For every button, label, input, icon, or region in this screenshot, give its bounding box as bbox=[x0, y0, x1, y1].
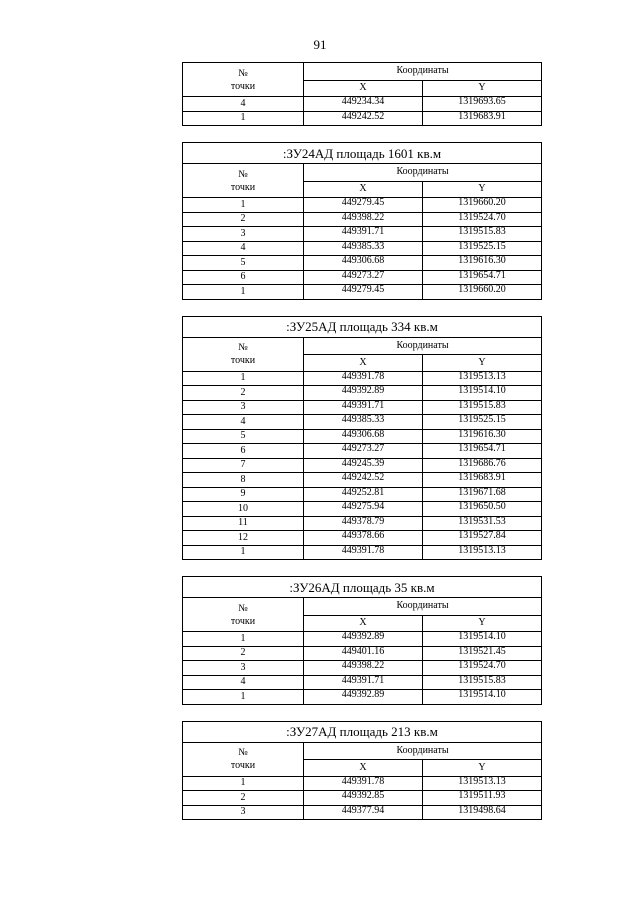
table-row bbox=[183, 632, 542, 647]
table-title-row bbox=[183, 577, 542, 598]
point-number-cell: 4 bbox=[183, 241, 304, 256]
table-row bbox=[183, 371, 542, 386]
table-row bbox=[183, 285, 542, 300]
table-title: :ЗУ26АД площадь 35 кв.м bbox=[183, 577, 542, 598]
y-coordinate-cell: 1319513.13 bbox=[423, 545, 542, 560]
x-coordinate-cell: 449391.71 bbox=[304, 227, 423, 242]
point-number-header bbox=[183, 337, 304, 371]
point-number-header bbox=[183, 742, 304, 776]
point-number-cell: 3 bbox=[183, 805, 304, 820]
x-coordinate-cell: 449398.22 bbox=[304, 661, 423, 676]
y-coordinate-cell: 1319686.76 bbox=[423, 458, 542, 473]
point-number-label: точки bbox=[230, 760, 256, 771]
y-coordinate-cell: 1319514.10 bbox=[423, 386, 542, 401]
coordinates-table bbox=[182, 721, 542, 821]
table-title-row bbox=[183, 143, 542, 164]
table-row bbox=[183, 429, 542, 444]
table-row bbox=[183, 270, 542, 285]
y-coordinate-cell: 1319525.15 bbox=[423, 415, 542, 430]
point-number-cell: 1 bbox=[183, 690, 304, 705]
table-title-row bbox=[183, 721, 542, 742]
y-coordinate-cell: 1319514.10 bbox=[423, 690, 542, 705]
point-number-cell: 1 bbox=[183, 776, 304, 791]
x-coordinate-cell: 449392.89 bbox=[304, 632, 423, 647]
coordinates-header: Координаты bbox=[304, 337, 542, 355]
table-row bbox=[183, 97, 542, 112]
table-title: :ЗУ25АД площадь 334 кв.м bbox=[183, 316, 542, 337]
point-number-symbol: № bbox=[238, 168, 248, 180]
table-row bbox=[183, 198, 542, 213]
point-number-cell: 1 bbox=[183, 285, 304, 300]
table-row bbox=[183, 502, 542, 517]
point-number-cell: 1 bbox=[183, 198, 304, 213]
x-coordinate-cell: 449242.52 bbox=[304, 111, 423, 126]
coordinates-header: Координаты bbox=[304, 164, 542, 182]
point-number-cell: 11 bbox=[183, 516, 304, 531]
x-coordinate-cell: 449252.81 bbox=[304, 487, 423, 502]
table-row bbox=[183, 690, 542, 705]
x-coordinate-cell: 449279.45 bbox=[304, 198, 423, 213]
y-coordinate-cell: 1319513.13 bbox=[423, 776, 542, 791]
header-row bbox=[183, 742, 542, 760]
x-coordinate-cell: 449306.68 bbox=[304, 256, 423, 271]
table-row bbox=[183, 661, 542, 676]
coordinates-table bbox=[182, 316, 542, 561]
x-coordinate-cell: 449245.39 bbox=[304, 458, 423, 473]
y-coordinate-cell: 1319515.83 bbox=[423, 400, 542, 415]
coordinates-table bbox=[182, 576, 542, 705]
point-number-cell: 8 bbox=[183, 473, 304, 488]
point-number-cell: 2 bbox=[183, 646, 304, 661]
table-row bbox=[183, 241, 542, 256]
y-coordinate-cell: 1319513.13 bbox=[423, 371, 542, 386]
y-coordinate-cell: 1319531.53 bbox=[423, 516, 542, 531]
x-coordinate-cell: 449377.94 bbox=[304, 805, 423, 820]
x-header: X bbox=[304, 181, 423, 197]
table-row bbox=[183, 386, 542, 401]
y-coordinate-cell: 1319616.30 bbox=[423, 429, 542, 444]
table-row bbox=[183, 473, 542, 488]
header-row bbox=[183, 337, 542, 355]
x-coordinate-cell: 449378.66 bbox=[304, 531, 423, 546]
y-coordinate-cell: 1319671.68 bbox=[423, 487, 542, 502]
x-coordinate-cell: 449275.94 bbox=[304, 502, 423, 517]
y-coordinate-cell: 1319525.15 bbox=[423, 241, 542, 256]
y-coordinate-cell: 1319514.10 bbox=[423, 632, 542, 647]
point-number-cell: 2 bbox=[183, 791, 304, 806]
table-row bbox=[183, 805, 542, 820]
point-number-label: точки bbox=[230, 80, 256, 92]
x-coordinate-cell: 449234.34 bbox=[304, 97, 423, 112]
x-coordinate-cell: 449391.71 bbox=[304, 400, 423, 415]
y-header: Y bbox=[423, 181, 542, 197]
point-number-cell: 3 bbox=[183, 227, 304, 242]
y-coordinate-cell: 1319498.64 bbox=[423, 805, 542, 820]
point-number-cell: 3 bbox=[183, 661, 304, 676]
y-coordinate-cell: 1319515.83 bbox=[423, 675, 542, 690]
point-number-header bbox=[183, 164, 304, 198]
point-number-symbol: № bbox=[238, 342, 248, 353]
point-number-cell: 5 bbox=[183, 429, 304, 444]
y-coordinate-cell: 1319650.50 bbox=[423, 502, 542, 517]
x-coordinate-cell: 449385.33 bbox=[304, 241, 423, 256]
point-number-symbol: № bbox=[238, 747, 248, 758]
x-header: X bbox=[304, 615, 423, 631]
table-title: :ЗУ24АД площадь 1601 кв.м bbox=[183, 143, 542, 164]
table-row bbox=[183, 791, 542, 806]
coordinates-header: Координаты bbox=[304, 742, 542, 760]
table-row bbox=[183, 400, 542, 415]
point-number-cell: 2 bbox=[183, 386, 304, 401]
point-number-header bbox=[183, 598, 304, 632]
y-coordinate-cell: 1319524.70 bbox=[423, 212, 542, 227]
point-number-cell: 4 bbox=[183, 415, 304, 430]
table-row bbox=[183, 111, 542, 126]
x-header: X bbox=[304, 355, 423, 371]
table-row bbox=[183, 531, 542, 546]
header-row bbox=[183, 164, 542, 182]
y-coordinate-cell: 1319521.45 bbox=[423, 646, 542, 661]
x-coordinate-cell: 449273.27 bbox=[304, 444, 423, 459]
point-number-label: точки bbox=[230, 615, 256, 627]
page-number: 91 bbox=[313, 37, 327, 52]
point-number-cell: 1 bbox=[183, 632, 304, 647]
y-coordinate-cell: 1319524.70 bbox=[423, 661, 542, 676]
x-coordinate-cell: 449391.78 bbox=[304, 371, 423, 386]
y-coordinate-cell: 1319511.93 bbox=[423, 791, 542, 806]
point-number-cell: 6 bbox=[183, 270, 304, 285]
y-coordinate-cell: 1319616.30 bbox=[423, 256, 542, 271]
x-coordinate-cell: 449391.78 bbox=[304, 545, 423, 560]
point-number-cell: 12 bbox=[183, 531, 304, 546]
point-number-cell: 3 bbox=[183, 400, 304, 415]
y-coordinate-cell: 1319683.91 bbox=[423, 473, 542, 488]
y-coordinate-cell: 1319654.71 bbox=[423, 444, 542, 459]
table-title-row bbox=[183, 316, 542, 337]
x-coordinate-cell: 449273.27 bbox=[304, 270, 423, 285]
table-row bbox=[183, 458, 542, 473]
point-number-cell: 6 bbox=[183, 444, 304, 459]
y-coordinate-cell: 1319683.91 bbox=[423, 111, 542, 126]
point-number-label: точки bbox=[230, 181, 256, 193]
coordinates-header: Координаты bbox=[304, 598, 542, 616]
point-number-cell: 7 bbox=[183, 458, 304, 473]
point-number-cell: 1 bbox=[183, 111, 304, 126]
y-coordinate-cell: 1319693.65 bbox=[423, 97, 542, 112]
header-row bbox=[183, 63, 542, 81]
x-coordinate-cell: 449398.22 bbox=[304, 212, 423, 227]
header-row bbox=[183, 598, 542, 616]
x-header: X bbox=[304, 80, 423, 96]
point-number-cell: 4 bbox=[183, 97, 304, 112]
y-coordinate-cell: 1319660.20 bbox=[423, 198, 542, 213]
x-coordinate-cell: 449401.16 bbox=[304, 646, 423, 661]
table-row bbox=[183, 487, 542, 502]
point-number-cell: 9 bbox=[183, 487, 304, 502]
table-row bbox=[183, 646, 542, 661]
table-row bbox=[183, 516, 542, 531]
coordinates-table bbox=[182, 142, 542, 300]
point-number-symbol: № bbox=[238, 602, 248, 614]
x-coordinate-cell: 449391.71 bbox=[304, 675, 423, 690]
point-number-cell: 10 bbox=[183, 502, 304, 517]
x-coordinate-cell: 449242.52 bbox=[304, 473, 423, 488]
table-row bbox=[183, 256, 542, 271]
point-number-label: точки bbox=[230, 355, 256, 366]
x-coordinate-cell: 449306.68 bbox=[304, 429, 423, 444]
x-coordinate-cell: 449392.85 bbox=[304, 791, 423, 806]
table-title: :ЗУ27АД площадь 213 кв.м bbox=[183, 721, 542, 742]
table-row bbox=[183, 675, 542, 690]
x-coordinate-cell: 449392.89 bbox=[304, 386, 423, 401]
table-row bbox=[183, 227, 542, 242]
x-coordinate-cell: 449378.79 bbox=[304, 516, 423, 531]
point-number-cell: 1 bbox=[183, 371, 304, 386]
y-header: Y bbox=[423, 355, 542, 371]
coordinates-table bbox=[182, 62, 542, 126]
coordinate-tables bbox=[182, 62, 541, 836]
x-coordinate-cell: 449391.78 bbox=[304, 776, 423, 791]
y-coordinate-cell: 1319527.84 bbox=[423, 531, 542, 546]
x-coordinate-cell: 449392.89 bbox=[304, 690, 423, 705]
table-row bbox=[183, 415, 542, 430]
y-header: Y bbox=[423, 760, 542, 776]
table-row bbox=[183, 212, 542, 227]
point-number-cell: 1 bbox=[183, 545, 304, 560]
y-header: Y bbox=[423, 615, 542, 631]
point-number-cell: 5 bbox=[183, 256, 304, 271]
point-number-symbol: № bbox=[238, 67, 248, 79]
table-row bbox=[183, 545, 542, 560]
y-coordinate-cell: 1319660.20 bbox=[423, 285, 542, 300]
y-coordinate-cell: 1319515.83 bbox=[423, 227, 542, 242]
x-coordinate-cell: 449279.45 bbox=[304, 285, 423, 300]
coordinates-header: Координаты bbox=[304, 63, 542, 81]
x-coordinate-cell: 449385.33 bbox=[304, 415, 423, 430]
table-row bbox=[183, 444, 542, 459]
y-coordinate-cell: 1319654.71 bbox=[423, 270, 542, 285]
point-number-header bbox=[183, 63, 304, 97]
point-number-cell: 4 bbox=[183, 675, 304, 690]
x-header: X bbox=[304, 760, 423, 776]
table-row bbox=[183, 776, 542, 791]
point-number-cell: 2 bbox=[183, 212, 304, 227]
y-header: Y bbox=[423, 80, 542, 96]
